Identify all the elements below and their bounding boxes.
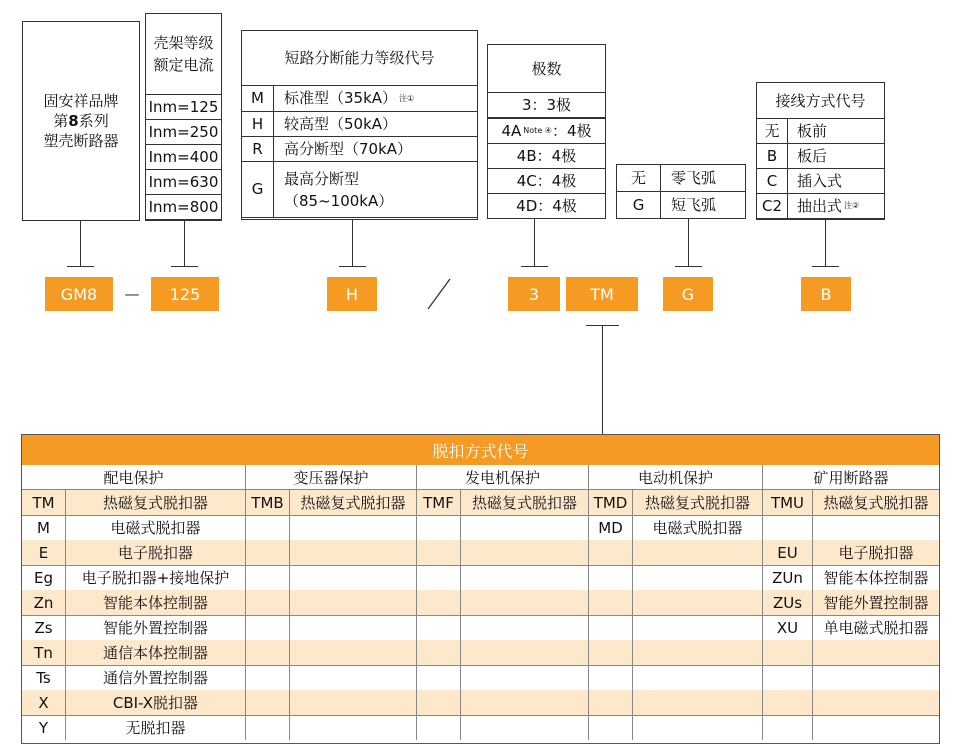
trip-code-cell: TMD xyxy=(589,490,633,515)
trip-code-cell: MD xyxy=(589,515,633,540)
wiring-row xyxy=(756,143,885,169)
brand-box xyxy=(22,21,140,221)
trip-code-cell xyxy=(763,690,813,715)
model-code-poles: 3 xyxy=(508,277,560,311)
trip-desc-cell: 单电磁式脱扣器 xyxy=(823,619,929,637)
frame-current-row xyxy=(145,169,222,195)
trip-code-cell: Zs xyxy=(22,615,66,640)
note-marker: 注② xyxy=(844,201,860,210)
trip-desc-cell: 电子脱扣器+接地保护 xyxy=(66,565,246,590)
wiring-row xyxy=(756,118,885,144)
trip-desc-cell: 智能外置控制器 xyxy=(66,615,246,640)
breaking-label xyxy=(284,137,474,161)
trip-code-cell: Tn xyxy=(22,640,66,665)
trip-code-cell: Eg xyxy=(22,565,66,590)
trip-table-row xyxy=(22,665,939,691)
trip-desc-cell: 电子脱扣器 xyxy=(66,540,246,565)
trip-desc-cell xyxy=(461,690,589,715)
model-code-wiring: B xyxy=(801,277,851,311)
wiring-label-text: 抽出式 xyxy=(797,196,843,215)
trip-desc-cell xyxy=(290,615,417,640)
wiring-label-text: 板后 xyxy=(797,146,828,165)
trip-desc-cell xyxy=(290,565,417,590)
trip-code-cell xyxy=(417,615,461,640)
breaking-row xyxy=(241,161,478,218)
trip-code-cell: M xyxy=(22,515,66,540)
trip-code-cell xyxy=(763,515,813,540)
trip-table-row xyxy=(22,590,939,616)
wiring-code: 无 xyxy=(757,119,788,143)
trip-code-cell: TMF xyxy=(417,490,461,515)
connector-tick xyxy=(812,266,839,267)
breaking-label-text: 最高分断型 xyxy=(284,169,360,188)
arc-row xyxy=(616,191,746,219)
connector-line xyxy=(184,221,185,266)
trip-desc-cell xyxy=(633,715,763,740)
trip-desc-cell: 热磁复式脱扣器 xyxy=(290,490,417,515)
poles-title: 极数 xyxy=(531,59,562,78)
arc-code: G xyxy=(617,192,661,218)
model-code-current: 125 xyxy=(151,277,219,311)
arc-code: 无 xyxy=(617,165,661,191)
poles-desc: ：4极 xyxy=(536,171,577,190)
model-code-trip: TM xyxy=(566,277,638,311)
poles-row xyxy=(487,193,606,219)
connector-line xyxy=(688,219,689,266)
breaking-row xyxy=(241,136,478,162)
trip-code-cell: Ts xyxy=(22,665,66,690)
brand-text xyxy=(23,22,139,220)
connector-tick xyxy=(67,266,94,267)
connector-line xyxy=(80,221,81,266)
arc-row xyxy=(616,164,746,192)
trip-code-cell xyxy=(589,615,633,640)
frame-current-value: Inm=800 xyxy=(148,197,219,216)
trip-group-header: 电动机保护 xyxy=(589,465,763,490)
poles-code: 4D xyxy=(516,196,538,215)
breaking-row xyxy=(241,111,478,137)
trip-table-row xyxy=(22,565,939,591)
trip-desc-cell xyxy=(633,665,763,690)
poles-row xyxy=(487,143,606,169)
connector-tick xyxy=(171,266,198,267)
breaking-code: H xyxy=(242,112,274,136)
trip-code-cell xyxy=(246,615,290,640)
trip-desc-cell xyxy=(633,565,763,590)
poles-code: 3 xyxy=(521,95,532,114)
trip-desc-cell: 智能外置控制器 xyxy=(823,594,929,612)
trip-desc-cell xyxy=(461,640,589,665)
trip-code-cell xyxy=(246,565,290,590)
arc-label: 零飞弧 xyxy=(671,168,717,187)
poles-label xyxy=(488,144,605,168)
frame-title: 壳架等级 额定电流 xyxy=(153,34,214,74)
poles-code: 4B xyxy=(516,146,537,165)
frame-current-row xyxy=(145,194,222,220)
breaking-label-text: 标准型（35kA） xyxy=(284,89,398,107)
trip-desc-cell: 通信本体控制器 xyxy=(66,640,246,665)
model-code-arc: G xyxy=(663,277,713,311)
trip-desc-cell xyxy=(290,590,417,615)
trip-code-cell xyxy=(246,715,290,740)
connector-line xyxy=(534,219,535,266)
wiring-label-text: 板前 xyxy=(797,121,828,140)
trip-desc-cell: 智能本体控制器 xyxy=(823,569,929,587)
trip-code-cell xyxy=(417,690,461,715)
trip-desc-cell xyxy=(461,540,589,565)
trip-desc-cell xyxy=(290,665,417,690)
trip-table-row xyxy=(22,490,939,516)
frame-current-row xyxy=(145,94,222,120)
trip-desc-cell xyxy=(461,665,589,690)
breaking-code: M xyxy=(242,86,274,111)
frame-current-value: Inm=400 xyxy=(148,147,219,166)
trip-code-cell: X xyxy=(22,690,66,715)
trip-desc-cell: 热磁复式脱扣器 xyxy=(461,490,589,515)
frame-current-row xyxy=(145,119,222,145)
wiring-title: 接线方式代号 xyxy=(775,91,866,110)
trip-code-cell xyxy=(763,715,813,740)
trip-table xyxy=(21,434,940,744)
trip-code-cell xyxy=(763,640,813,665)
trip-table-row xyxy=(22,540,939,566)
trip-code-cell: Y xyxy=(22,715,66,740)
poles-desc: ：4极 xyxy=(551,121,592,140)
breaking-title: 短路分断能力等级代号 xyxy=(284,49,435,67)
poles-label xyxy=(488,194,605,218)
trip-code-cell xyxy=(589,540,633,565)
trip-code-cell xyxy=(589,715,633,740)
trip-desc-cell xyxy=(461,615,589,640)
model-slash xyxy=(420,275,460,313)
trip-code-cell: TMU xyxy=(763,490,813,515)
note-marker: 注① xyxy=(399,93,415,103)
trip-code-cell xyxy=(417,540,461,565)
trip-table-row xyxy=(22,615,939,641)
trip-desc-cell xyxy=(290,715,417,740)
trip-group-header: 配电保护 xyxy=(22,465,246,490)
trip-group-header: 发电机保护 xyxy=(417,465,589,490)
trip-desc-cell xyxy=(813,715,939,740)
connector-tick xyxy=(675,266,702,267)
poles-desc: ：4极 xyxy=(536,146,577,165)
brand-line3: 塑壳断路器 xyxy=(43,132,119,150)
arc-label: 短飞弧 xyxy=(671,195,717,214)
trip-code-cell xyxy=(589,690,633,715)
wiring-label-text: 插入式 xyxy=(797,171,843,190)
trip-code-cell xyxy=(589,665,633,690)
trip-code-cell xyxy=(589,590,633,615)
trip-desc-cell xyxy=(813,690,939,715)
breaking-label-text: 高分断型（70kA） xyxy=(284,139,413,158)
trip-desc-cell: 电磁式脱扣器 xyxy=(633,515,763,540)
wiring-row xyxy=(756,168,885,194)
breaking-label xyxy=(284,86,474,111)
trip-desc-cell xyxy=(290,640,417,665)
wiring-label xyxy=(797,144,883,168)
breaking-label-text: 较高型（50kA） xyxy=(284,114,398,133)
trip-desc-cell: 通信外置控制器 xyxy=(66,665,246,690)
breaking-label-text-2: （85~100kA） xyxy=(284,191,394,210)
frame-current-value: Inm=250 xyxy=(148,122,219,141)
trip-code-cell: EU xyxy=(763,540,813,565)
frame-current-row xyxy=(145,144,222,170)
trip-desc-cell xyxy=(290,515,417,540)
breaking-label xyxy=(284,162,474,217)
trip-code-cell xyxy=(589,565,633,590)
trip-code-cell xyxy=(246,515,290,540)
breaking-code: G xyxy=(242,162,274,217)
breaking-row xyxy=(241,85,478,112)
frame-current-value: Inm=630 xyxy=(148,172,219,191)
trip-code-cell: TM xyxy=(22,490,66,515)
frame-current-value: Inm=125 xyxy=(148,97,219,116)
trip-desc-cell: 无脱扣器 xyxy=(66,715,246,740)
trip-desc-cell xyxy=(633,540,763,565)
trip-group-header: 矿用断路器 xyxy=(763,465,939,490)
trip-desc-cell: 热磁复式脱扣器 xyxy=(633,490,763,515)
wiring-label xyxy=(797,194,883,218)
trip-connector-line xyxy=(602,325,603,434)
poles-desc: ：4极 xyxy=(537,196,577,215)
trip-table-title: 脱扣方式代号 xyxy=(22,435,939,465)
trip-code-cell xyxy=(763,665,813,690)
trip-desc-cell: CBI-X脱扣器 xyxy=(66,690,246,715)
trip-desc-cell xyxy=(813,665,939,690)
connector-tick xyxy=(339,266,366,267)
trip-code-cell xyxy=(417,640,461,665)
trip-code-cell xyxy=(417,715,461,740)
trip-group-header: 变压器保护 xyxy=(246,465,417,490)
wiring-code: C2 xyxy=(757,194,788,218)
connector-tick xyxy=(521,266,548,267)
trip-table-row xyxy=(22,715,939,740)
trip-desc-cell xyxy=(633,590,763,615)
trip-code-cell xyxy=(246,665,290,690)
trip-code-cell xyxy=(246,640,290,665)
trip-code-cell xyxy=(246,540,290,565)
trip-desc-cell: 热磁复式脱扣器 xyxy=(66,490,246,515)
note-marker: Note ④ xyxy=(523,126,552,135)
poles-code: 4C xyxy=(516,171,537,190)
trip-desc-cell xyxy=(633,690,763,715)
trip-code-cell xyxy=(417,665,461,690)
poles-label xyxy=(488,93,605,117)
poles-row xyxy=(487,92,606,118)
breaking-label xyxy=(284,112,474,136)
brand-line1: 固安祥品牌 xyxy=(43,92,119,110)
trip-desc-cell xyxy=(813,640,939,665)
connector-line xyxy=(352,220,353,266)
trip-table-row xyxy=(22,515,939,541)
wiring-label xyxy=(797,119,883,143)
model-code-gm: GM8 xyxy=(45,277,113,311)
wiring-code: B xyxy=(757,144,788,168)
trip-desc-cell: 智能本体控制器 xyxy=(66,590,246,615)
poles-code: 4A xyxy=(501,121,522,140)
trip-code-cell: E xyxy=(22,540,66,565)
trip-code-cell: ZUn xyxy=(763,565,813,590)
trip-desc-cell xyxy=(290,690,417,715)
poles-row xyxy=(487,168,606,194)
brand-line2: 第8系列 xyxy=(53,112,109,130)
trip-desc-cell: 电磁式脱扣器 xyxy=(66,515,246,540)
trip-desc-cell xyxy=(461,715,589,740)
wiring-code: C xyxy=(757,169,788,193)
connector-line xyxy=(825,220,826,266)
trip-desc-cell: 热磁复式脱扣器 xyxy=(823,494,929,512)
trip-desc-cell xyxy=(461,565,589,590)
trip-desc-cell xyxy=(461,590,589,615)
trip-desc-cell xyxy=(633,640,763,665)
trip-code-cell xyxy=(246,690,290,715)
trip-desc-cell xyxy=(461,515,589,540)
trip-code-cell: ZUs xyxy=(763,590,813,615)
poles-desc: ：3极 xyxy=(531,95,572,114)
trip-code-cell xyxy=(417,515,461,540)
trip-code-cell xyxy=(417,565,461,590)
trip-code-cell: Zn xyxy=(22,590,66,615)
wiring-row xyxy=(756,193,885,219)
trip-code-cell: TMB xyxy=(246,490,290,515)
trip-desc-cell xyxy=(290,540,417,565)
poles-row xyxy=(487,118,606,144)
breaking-code: R xyxy=(242,137,274,161)
model-code-breaking: H xyxy=(327,277,377,311)
trip-code-cell xyxy=(246,590,290,615)
slash-mark xyxy=(420,275,460,313)
trip-code-cell: XU xyxy=(763,615,813,640)
trip-code-cell xyxy=(417,590,461,615)
trip-desc-cell xyxy=(813,515,939,540)
model-dash: — xyxy=(124,284,140,303)
trip-code-cell xyxy=(589,640,633,665)
poles-label xyxy=(488,169,605,193)
trip-desc-cell: 电子脱扣器 xyxy=(838,544,914,562)
poles-label xyxy=(488,119,605,143)
trip-table-row xyxy=(22,640,939,666)
wiring-label xyxy=(797,169,883,193)
trip-desc-cell xyxy=(633,615,763,640)
trip-table-row xyxy=(22,690,939,716)
